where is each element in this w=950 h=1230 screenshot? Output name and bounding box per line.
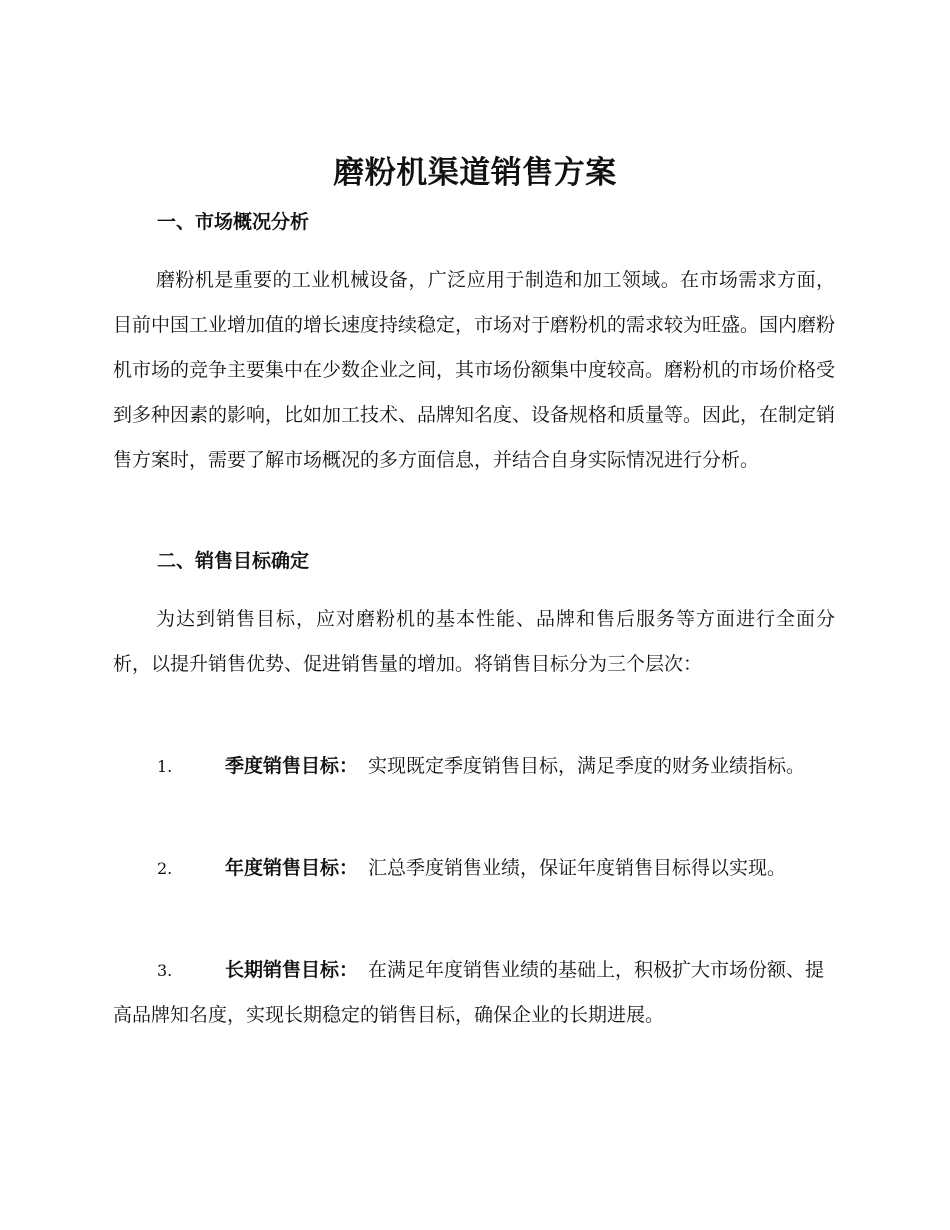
list-item-number: 3. bbox=[157, 961, 173, 980]
list-item-number: 2. bbox=[157, 859, 173, 878]
list-item-label: 季度销售目标 bbox=[225, 755, 340, 777]
list-item-number: 1. bbox=[157, 757, 173, 776]
list-item-long-term-goal bbox=[113, 948, 843, 1038]
section-paragraph-sales-goals: 为达到销售目标，应对磨粉机的基本性能、品牌和售后服务等方面进行全面分析，以提升销售优势、促进销售量的增加。将销售目标分为三个层次： bbox=[113, 608, 835, 675]
list-item-quarterly-goal bbox=[113, 744, 843, 789]
list-item-text: 汇总季度销售业绩，保证年度销售目标得以实现。 bbox=[368, 857, 787, 879]
list-item-text: 实现既定季度销售目标，满足季度的财务业绩指标。 bbox=[368, 755, 806, 777]
list-item-colon: ： bbox=[339, 857, 359, 879]
list-item-text: 在满足年度销售业绩的基础上，积极扩大市场份额、提高品牌知名度，实现长期稳定的销售目标，确保企业的长期进展。 bbox=[113, 959, 825, 1026]
section-paragraph-market-overview: 磨粉机是重要的工业机械设备，广泛应用于制造和加工领域。在市场需求方面，目前中国工业增加值的增长速度持续稳定，市场对于磨粉机的需求较为旺盛。国内磨粉机市场的竞争主要集中在少数企业之间，其市场份额集中度较高。磨粉机的市场价格受到多种因素的影响，比如加工技术、品牌知名度、设备规格和质量等。因此，在制定销售方案时，需要了解市场概况的多方面信息，并结合自身实际情况进行分析。 bbox=[113, 269, 836, 471]
list-item-colon: ： bbox=[339, 959, 359, 981]
list-item-label: 长期销售目标 bbox=[225, 959, 340, 981]
list-item-annual-goal bbox=[113, 846, 843, 891]
section-heading-sales-goals: 二、销售目标确定 bbox=[157, 550, 310, 572]
document-title: 磨粉机渠道销售方案 bbox=[333, 155, 617, 191]
list-item-colon: ： bbox=[339, 755, 359, 777]
list-item-label: 年度销售目标 bbox=[225, 857, 340, 879]
section-heading-market-overview: 一、市场概况分析 bbox=[157, 211, 310, 233]
